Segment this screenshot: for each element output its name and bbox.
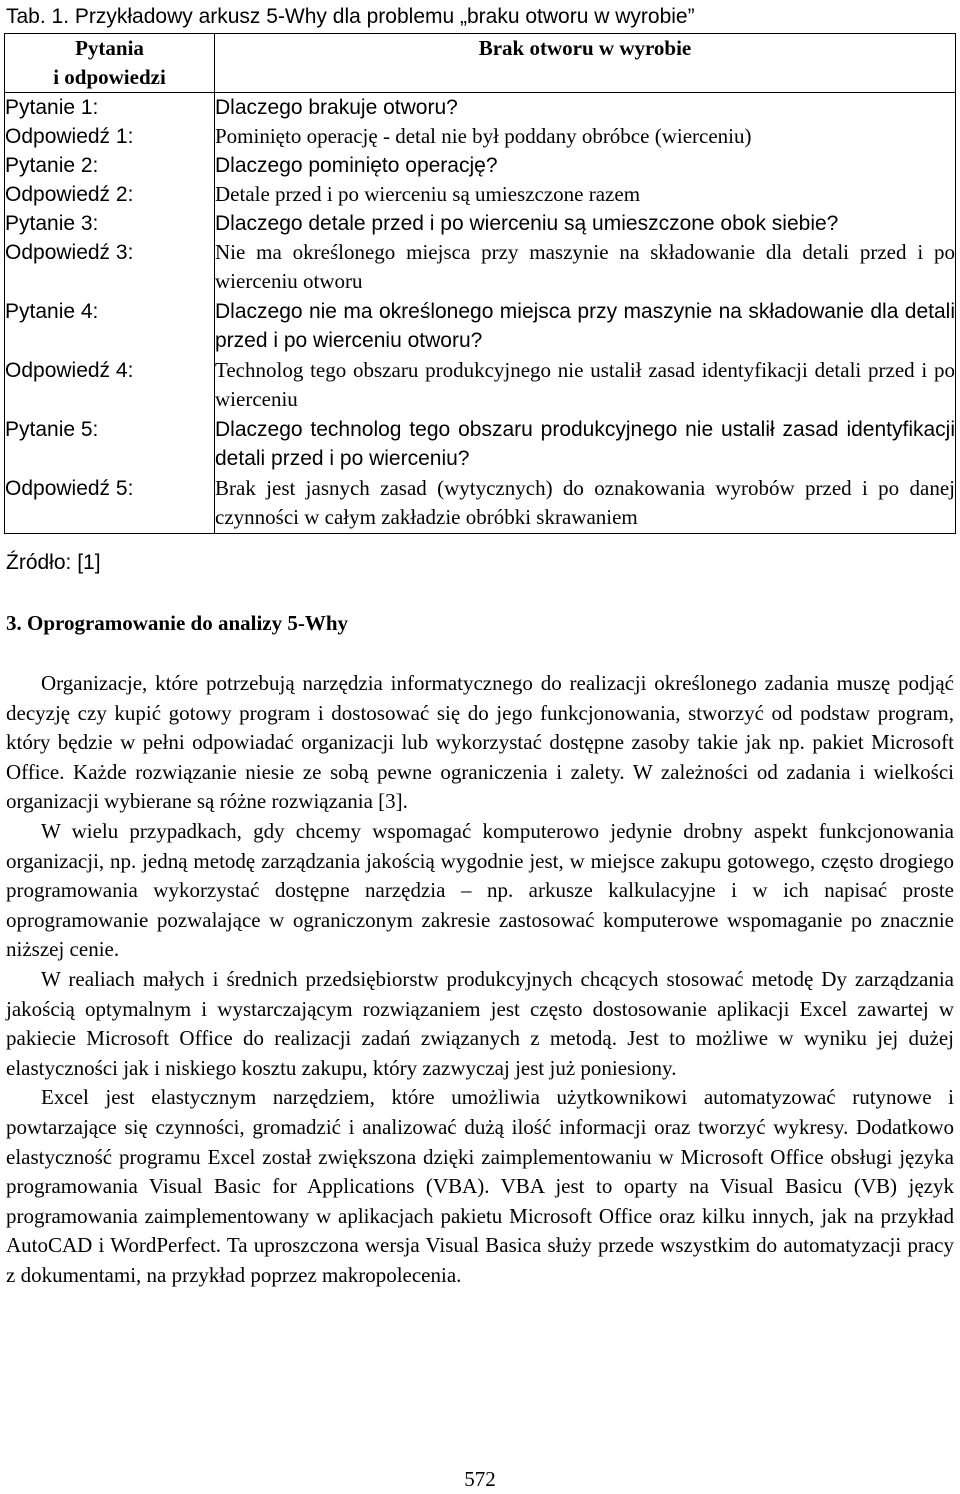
- header-questions-answers: Pytania i odpowiedzi: [5, 34, 215, 93]
- row-text: Dlaczego technolog tego obszaru produkcyjnego nie ustalił zasad identyfikacji detali przed i po wierceniu?: [215, 418, 955, 470]
- row-text: Dlaczego detale przed i po wierceniu są umieszczone obok siebie?: [215, 212, 839, 235]
- table-row: [5, 297, 956, 356]
- row-label: Pytanie 3:: [5, 209, 215, 238]
- table-row: [5, 122, 956, 151]
- table-row: [5, 238, 956, 297]
- paragraph: Excel jest elastycznym narzędziem, które umożliwia użytkownikowi automatyzować rutynowe i powtarzające się czynności, gromadzić i analizować dużą ilość informacji oraz tworzyć wykresy. Dodatkowo elastyczność programu Excel został zwiększona dzięki zaimplementowaniu w Microsoft Office obsługi języka programowania Visual Basic for Applications (VBA). VBA jest to oparty na Visual Basicu (VB) język programowania zaimplementowany w aplikacjach pakietu Microsoft Office oraz kilku innych, jak na przykład AutoCAD i WordPerfect. Ta uproszczona wersja Visual Basica służy przede wszystkim do automatyzacji pracy z dokumentami, na przykład poprzez makropolecenia.: [6, 1085, 954, 1287]
- table-row: [5, 93, 956, 123]
- table-row: [5, 180, 956, 209]
- row-text: Brak jest jasnych zasad (wytycznych) do oznakowania wyrobów przed i po danej czynności w całym zakładzie obróbki skrawaniem: [215, 476, 955, 529]
- row-label: Pytanie 4:: [5, 297, 215, 356]
- paragraph: W realiach małych i średnich przedsiębiorstw produkcyjnych chcących stosować metodę Dy zarządzania jakością optymalnym i wystarczającym rozwiązaniem jest często dostosowanie aplikacji Excel zawartej w pakiecie Microsoft Office do realizacji zadań związanych z metodą. Jest to możliwe w wyniku jej dużej elastyczności jak i niskiego kosztu zakupu, który zazwyczaj jest już poniesiony.: [6, 966, 954, 1080]
- row-label: Odpowiedź 1:: [5, 122, 215, 151]
- table-row: [5, 474, 956, 534]
- paragraph: W wielu przypadkach, gdy chcemy wspomagać komputerowo jedynie drobny aspekt funkcjonowania organizacji, np. jedną metodę zarządzania jakością wygodnie jest, w miejsce zakupu gotowego, często drogiego programowania wykorzystać dostępne narzędzia – np. arkusze kalkulacyjne i w ich napisać proste oprogramowanie pozwalające w ograniczonym zakresie zastosować komputerowe wspomaganie po znacznie niższej cenie.: [6, 818, 954, 962]
- row-text: Technolog tego obszaru produkcyjnego nie ustalił zasad identyfikacji detali przed i po wierceniu: [215, 358, 955, 411]
- table-row: [5, 415, 956, 474]
- table-header-row: [5, 34, 956, 93]
- row-label: Odpowiedź 2:: [5, 180, 215, 209]
- body-text: [6, 669, 954, 1290]
- table-source: Źródło: [1]: [6, 551, 101, 574]
- row-label: Odpowiedź 3:: [5, 238, 215, 297]
- row-text: Detale przed i po wierceniu są umieszczone razem: [215, 182, 641, 206]
- row-label: Odpowiedź 4:: [5, 356, 215, 415]
- row-label: Odpowiedź 5:: [5, 474, 215, 534]
- row-label: Pytanie 5:: [5, 415, 215, 474]
- header-problem: Brak otworu w wyrobie: [215, 34, 956, 93]
- table-caption: Tab. 1. Przykładowy arkusz 5-Why dla problemu „braku otworu w wyrobie”: [6, 5, 695, 28]
- row-label: Pytanie 1:: [5, 93, 215, 123]
- row-text: Dlaczego nie ma określonego miejsca przy maszynie na składowanie dla detali przed i po wierceniu otworu?: [215, 300, 955, 352]
- section-heading: 3. Oprogramowanie do analizy 5-Why: [6, 611, 349, 635]
- page-number: 572: [464, 1467, 496, 1491]
- row-text: Pominięto operację - detal nie był poddany obróbce (wierceniu): [215, 124, 752, 148]
- table-row: [5, 209, 956, 238]
- paragraph: Organizacje, które potrzebują narzędzia informatycznego do realizacji określonego zadania muszę podjąć decyzję czy kupić gotowy program i dostosować się do jego funkcjonowania, stworzyć od podstaw program, który będzie w pełni odpowiadać organizacji lub wykorzystać dostępne zasoby takie jak np. pakiet Microsoft Office. Każde rozwiązanie niesie ze sobą pewne ograniczenia i zalety. W zależności od zadania i wielkości organizacji wybierane są różne rozwiązania [3].: [6, 671, 954, 814]
- row-text: Dlaczego brakuje otworu?: [215, 96, 458, 119]
- row-label: Pytanie 2:: [5, 151, 215, 180]
- table-row: [5, 151, 956, 180]
- row-text: Nie ma określonego miejsca przy maszynie na składowanie dla detali przed i po wierceniu otworu: [215, 240, 955, 293]
- table-row: [5, 356, 956, 415]
- row-text: Dlaczego pominięto operację?: [215, 154, 498, 177]
- five-why-table: [4, 33, 956, 534]
